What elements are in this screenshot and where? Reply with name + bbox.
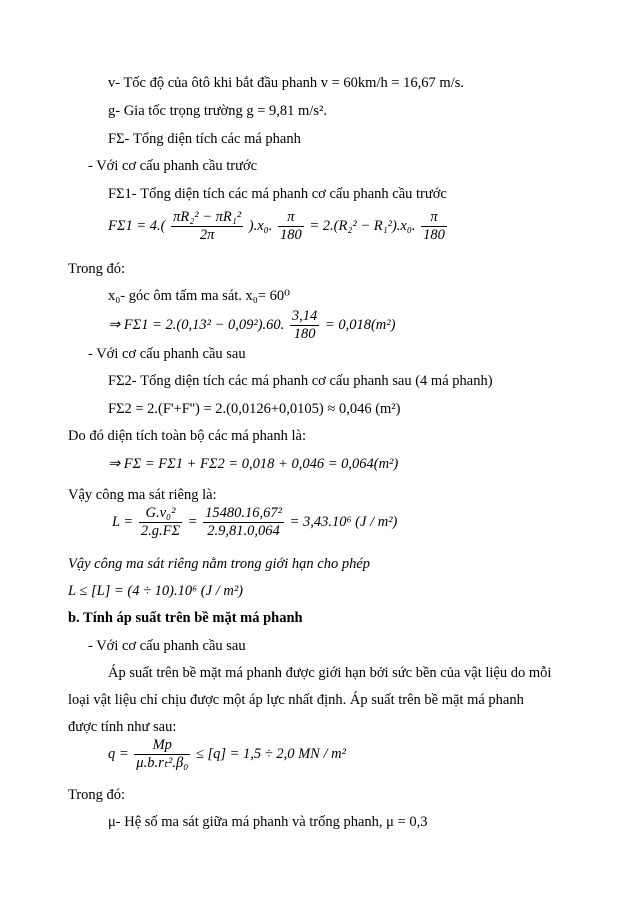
- text-line-front-axle: - Với cơ cấu phanh cầu trước: [88, 158, 258, 174]
- eq1-mid: ).x₀.: [248, 218, 273, 234]
- text-line-limit: L ≤ [L] = (4 ÷ 10).10⁶ (J / m²): [68, 583, 243, 599]
- text-line-total-intro: Do đó diện tích toàn bộ các má phanh là:: [68, 428, 306, 444]
- text-line-friction-coef: μ- Hệ số ma sát giữa má phanh và trống phanh, μ = 0,3: [108, 814, 428, 830]
- eq1-frac3: [421, 209, 447, 244]
- eq1-num3: π: [421, 209, 447, 227]
- eq4-num1: G.v₀²: [139, 505, 182, 523]
- equation-friction-work: [112, 502, 397, 542]
- text-line-gravity: g- Gia tốc trọng trường g = 9,81 m/s².: [108, 103, 327, 119]
- text-line-pressure-desc-1: Áp suất trên bề mặt má phanh được giới hạn bởi sức bền của vật liệu do mỗi: [108, 665, 552, 681]
- equation-front-area-value: [108, 305, 395, 345]
- eq1-frac1: [171, 209, 243, 244]
- eq1-lhs: FΣ1 = 4.(: [108, 218, 166, 234]
- text-line-rear-area-value: FΣ2 = 2.(F'+F'') = 2.(0,0126+0,0105) ≈ 0,046 (m²): [108, 401, 401, 417]
- text-line-rear-area: FΣ2- Tổng diện tích các má phanh cơ cấu phanh sau (4 má phanh): [108, 373, 493, 389]
- eq5-frac: [134, 737, 190, 772]
- eq1-den1: 2π: [199, 227, 215, 244]
- text-line-friction-work-intro: Vậy công ma sát riêng là:: [68, 487, 217, 503]
- text-line-front-area: FΣ1- Tổng diện tích các má phanh cơ cấu phanh cầu trước: [108, 186, 447, 202]
- eq4-frac1: [139, 505, 182, 540]
- text-line-conclusion: Vậy công ma sát riêng nằm trong giới hạn cho phép: [68, 556, 371, 572]
- eq5-num: Mp: [134, 737, 190, 755]
- equation-front-area: [108, 206, 449, 246]
- eq4-lhs: L =: [112, 514, 134, 530]
- eq2-frac: [290, 308, 319, 343]
- eq4-eq: =: [187, 514, 198, 530]
- eq1-num1: πR₂² − πR₁²: [173, 209, 242, 226]
- text-line-velocity: v- Tốc độ của ôtô khi bắt đầu phanh v = 60km/h = 16,67 m/s.: [108, 75, 464, 91]
- eq2-lhs: ⇒ FΣ1 = 2.(0,13² − 0,09²).60.: [108, 317, 285, 333]
- text-line-pressure-desc-2: loại vật liệu chỉ chịu được một áp lực nhất định. Áp suất trên bề mặt má phanh: [68, 692, 524, 708]
- eq2-den: 180: [293, 326, 316, 343]
- eq4-rhs: = 3,43.10⁶ (J / m²): [289, 514, 398, 530]
- text-line-wrap-angle: x₀- góc ôm tấm ma sát. x₀= 60⁰: [108, 288, 290, 304]
- eq4-den2: 2.9,81.0,064: [207, 523, 280, 540]
- equation-pressure: [108, 732, 346, 776]
- eq5-den: μ.b.rₜ².β₀: [136, 755, 189, 772]
- section-heading-pressure: b. Tính áp suất trên bề mặt má phanh: [68, 610, 303, 626]
- eq1-den2: 180: [279, 227, 302, 244]
- eq2-num: 3,14: [291, 308, 318, 325]
- text-line-where-1: Trong đó:: [68, 261, 126, 277]
- eq5-lhs: q =: [108, 746, 129, 762]
- eq2-rhs: = 0,018(m²): [324, 317, 396, 333]
- eq1-eq2: = 2.(R₂² − R₁²).x₀.: [309, 218, 416, 234]
- eq1-frac2: [278, 209, 304, 244]
- eq5-rhs: ≤ [q] = 1,5 ÷ 2,0 MN / m²: [195, 746, 346, 762]
- eq4-num2: 15480.16,67²: [205, 505, 282, 522]
- eq4-den1: 2.g.FΣ: [140, 523, 181, 540]
- eq1-den3: 180: [423, 227, 445, 244]
- text-line-pressure-desc-3: được tính như sau:: [68, 719, 177, 735]
- eq1-num2: π: [278, 209, 304, 227]
- equation-total-area: ⇒ FΣ = FΣ1 + FΣ2 = 0,018 + 0,046 = 0,064(m²): [108, 456, 399, 472]
- eq4-frac2: [203, 505, 284, 540]
- text-line-rear-axle: - Với cơ cấu phanh cầu sau: [88, 346, 246, 362]
- text-line-total-area: FΣ- Tổng diện tích các má phanh: [108, 131, 301, 147]
- text-line-rear-axle-2: - Với cơ cấu phanh cầu sau: [88, 638, 246, 654]
- text-line-where-2: Trong đó:: [68, 787, 126, 803]
